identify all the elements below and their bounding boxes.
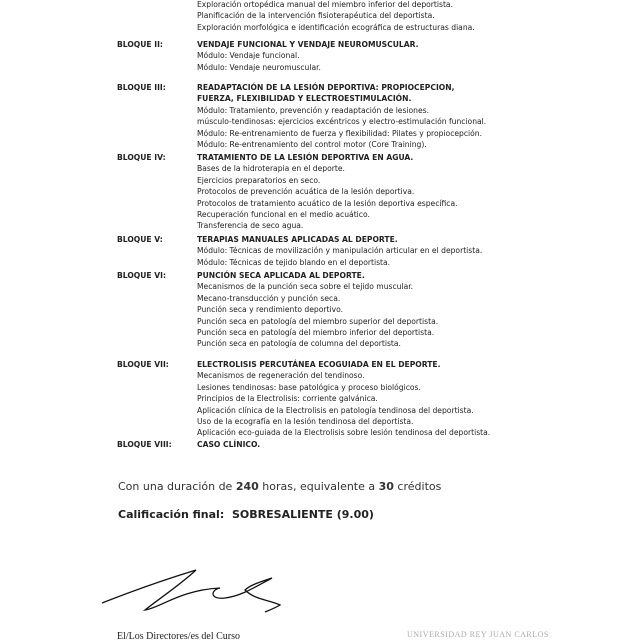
module-item: Ejercicios preparatorios en seco. bbox=[197, 175, 321, 185]
module-item: Módulo: Re-entrenamiento de fuerza y flexibilidad: Pilates y propiocepción. bbox=[197, 128, 483, 138]
block-label: BLOQUE IV: bbox=[117, 153, 166, 162]
block-title: TERAPIAS MANUALES APLICADAS AL DEPORTE. bbox=[197, 235, 398, 244]
block-label: BLOQUE V: bbox=[117, 235, 163, 244]
module-item: Módulo: Vendaje funcional. bbox=[197, 51, 300, 61]
module-item: Uso de la ecografía en la lesión tendinosa del deportista. bbox=[197, 417, 414, 427]
block-title: FUERZA, FLEXIBILIDAD Y ELECTROESTIMULACIÓN. bbox=[197, 94, 412, 104]
block-title: VENDAJE FUNCIONAL Y VENDAJE NEUROMUSCULAR. bbox=[197, 40, 419, 49]
module-item: músculo-tendinosas: ejercicios excéntricos y electro-estimulación funcional. bbox=[197, 117, 487, 127]
final-grade bbox=[118, 508, 374, 521]
directors-label: El/Los Directores/es del Curso bbox=[117, 631, 241, 642]
module-item: Módulo: Vendaje neuromuscular. bbox=[197, 62, 321, 72]
block-label: BLOQUE III: bbox=[117, 83, 166, 92]
block-title: PUNCIÓN SECA APLICADA AL DEPORTE. bbox=[197, 271, 365, 280]
module-item: Punción seca y rendimiento deportivo. bbox=[197, 305, 343, 315]
module-item: Principios de la Electrolisis: corriente galvánica. bbox=[197, 394, 378, 404]
intro-line: Exploración ortopédica manual del miembro inferior del deportista. bbox=[197, 0, 454, 9]
module-item: Módulo: Tratamiento, prevención y readaptación de lesiones. bbox=[197, 105, 430, 115]
block-label: BLOQUE II: bbox=[117, 40, 163, 49]
module-item: Módulo: Técnicas de tejido blando en el deportista. bbox=[197, 257, 391, 267]
university-stamp: UNIVERSIDAD REY JUAN CARLOS bbox=[407, 630, 549, 639]
grade-label: Calificación final: bbox=[118, 508, 225, 521]
duration-prefix: Con una duración de bbox=[118, 480, 236, 493]
module-item: Bases de la hidroterapia en el deporte. bbox=[197, 164, 345, 174]
block-title: TRATAMIENTO DE LA LESIÓN DEPORTIVA EN AGUA. bbox=[197, 153, 414, 162]
block-label: BLOQUE VII: bbox=[117, 360, 169, 369]
duration-hours: 240 bbox=[235, 480, 259, 493]
module-item: Recuperación funcional en el medio acuático. bbox=[197, 210, 370, 220]
block-title: READAPTACIÓN DE LA LESIÓN DEPORTIVA: PROPIOCEPCION, bbox=[197, 83, 455, 92]
module-item: Módulo: Técnicas de movilización y manipulación articular en el deportista. bbox=[197, 246, 483, 256]
director-signature bbox=[100, 560, 300, 620]
block-title: ELECTROLISIS PERCUTÁNEA ECOGUIADA EN EL DEPORTE. bbox=[197, 360, 441, 369]
block-label: BLOQUE VIII: bbox=[117, 440, 172, 449]
module-item: Lesiones tendinosas: base patológica y proceso biológicos. bbox=[197, 382, 421, 392]
grade-value: SOBRESALIENTE (9.00) bbox=[232, 508, 374, 521]
module-item: Punción seca en patología del miembro inferior del deportista. bbox=[197, 328, 435, 338]
module-item: Aplicación eco-guiada de la Electrolisis sobre lesión tendinosa del deportista. bbox=[197, 428, 491, 438]
module-item: Módulo: Re-entrenamiento del control motor (Core Training). bbox=[197, 140, 427, 150]
block-label: BLOQUE VI: bbox=[117, 271, 167, 280]
duration-credits: 30 bbox=[378, 480, 394, 493]
module-item: Punción seca en patología de columna del deportista. bbox=[197, 339, 401, 349]
intro-line: Exploración morfológica e identificación ecográfica de estructuras diana. bbox=[197, 22, 475, 32]
module-item: Mecanismos de la punción seca sobre el tejido muscular. bbox=[197, 282, 414, 292]
course-duration bbox=[118, 480, 441, 493]
module-item: Mecano-transducción y punción seca. bbox=[197, 293, 341, 303]
module-item: Mecanismos de regeneración del tendinoso. bbox=[197, 371, 365, 381]
duration-suffix: créditos bbox=[393, 480, 442, 493]
module-item: Punción seca en patología del miembro superior del deportista. bbox=[197, 316, 439, 326]
module-item: Protocolos de prevención acuática de la lesión deportiva. bbox=[197, 187, 415, 197]
module-item: Aplicación clínica de la Electrolisis en patología tendinosa del deportista. bbox=[197, 405, 474, 415]
module-item: Transferencia de seco agua. bbox=[197, 221, 304, 231]
block-title: CASO CLÍNICO. bbox=[197, 440, 261, 449]
intro-line: Planificación de la intervención fisioterapéutica del deportista. bbox=[197, 11, 435, 21]
module-item: Protocolos de tratamiento acuático de la lesión deportiva específica. bbox=[197, 198, 458, 208]
duration-mid: horas, equivalente a bbox=[258, 480, 379, 493]
